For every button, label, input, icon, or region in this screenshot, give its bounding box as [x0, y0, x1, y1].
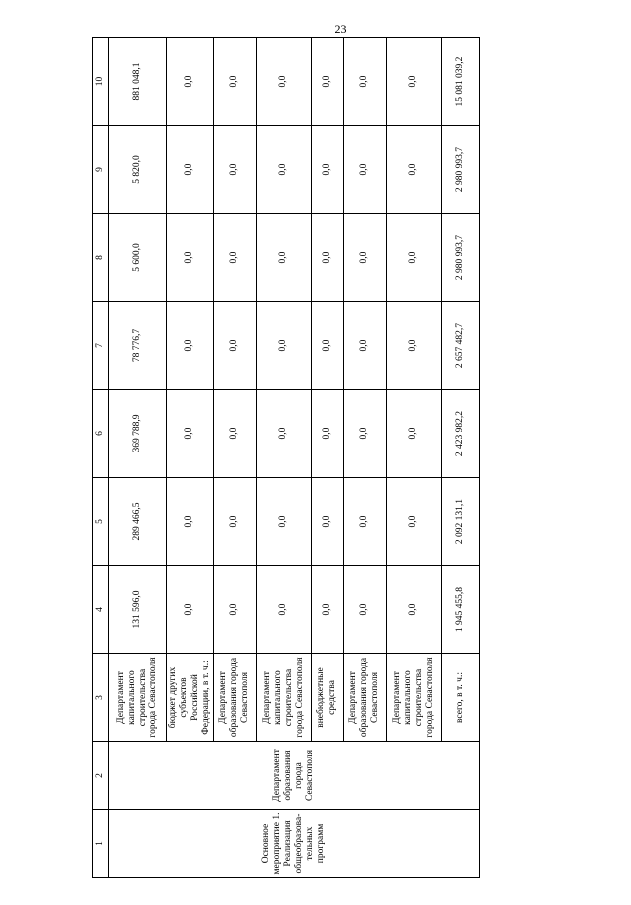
value-cell: 0,0 — [386, 302, 441, 390]
column-number: 9 — [93, 126, 109, 214]
value-cell: 0,0 — [386, 38, 441, 126]
value-cell: 0,0 — [256, 302, 311, 390]
funding-source-cell: Департамент капитального строительства города Севастополя — [386, 654, 441, 742]
value-cell: 0,0 — [311, 478, 343, 566]
total-value-cell: 2 657 482,7 — [441, 302, 479, 390]
value-cell: 78 776,7 — [109, 302, 167, 390]
value-cell: 0,0 — [167, 302, 214, 390]
value-cell: 0,0 — [343, 214, 386, 302]
budget-table-container — [92, 40, 472, 878]
column-number: 5 — [93, 478, 109, 566]
page-number: 23 — [334, 22, 347, 36]
value-cell: 0,0 — [256, 126, 311, 214]
column-number: 8 — [93, 214, 109, 302]
total-value-cell: 2 092 131,1 — [441, 478, 479, 566]
value-cell: 0,0 — [167, 390, 214, 478]
value-cell: 0,0 — [213, 38, 256, 126]
value-cell: 0,0 — [167, 38, 214, 126]
value-cell: 5 600,0 — [109, 214, 167, 302]
column-number-row — [93, 38, 109, 878]
value-cell: 0,0 — [167, 566, 214, 654]
funding-source-cell: Департамент капитального строительства города Севастополя — [109, 654, 167, 742]
value-cell: 5 820,0 — [109, 126, 167, 214]
value-cell: 0,0 — [256, 478, 311, 566]
value-cell: 369 788,9 — [109, 390, 167, 478]
total-value-cell: 15 081 039,2 — [441, 38, 479, 126]
column-number: 1 — [93, 810, 109, 878]
value-cell: 0,0 — [343, 38, 386, 126]
total-value-cell: 2 980 993,7 — [441, 214, 479, 302]
column-number: 7 — [93, 302, 109, 390]
value-cell: 0,0 — [256, 214, 311, 302]
value-cell: 0,0 — [311, 214, 343, 302]
value-cell: 131 596,0 — [109, 566, 167, 654]
funding-source-cell: всего, в т. ч.: — [441, 654, 479, 742]
value-cell: 0,0 — [167, 478, 214, 566]
value-cell: 0,0 — [386, 214, 441, 302]
value-cell: 0,0 — [213, 390, 256, 478]
total-value-cell: 2 980 993,7 — [441, 126, 479, 214]
total-value-cell: 1 945 455,8 — [441, 566, 479, 654]
responsible-executor-cell: Департамент образования города Севастополя — [109, 742, 480, 810]
value-cell: 0,0 — [167, 126, 214, 214]
total-value-cell: 2 423 982,2 — [441, 390, 479, 478]
value-cell: 0,0 — [213, 302, 256, 390]
value-cell: 0,0 — [311, 566, 343, 654]
value-cell: 289 466,5 — [109, 478, 167, 566]
table-row — [109, 38, 167, 878]
funding-source-cell: Департамент образования города Севастополя — [343, 654, 386, 742]
funding-source-cell: Департамент образования города Севастополя — [213, 654, 256, 742]
value-cell: 0,0 — [386, 478, 441, 566]
funding-source-cell: Департамент капитального строительства города Севастополя — [256, 654, 311, 742]
value-cell: 0,0 — [167, 214, 214, 302]
activity-name-cell: Основное мероприятие 1. Реализация общеобразова-тельных программ — [109, 810, 480, 878]
column-number: 3 — [93, 654, 109, 742]
funding-source-cell: внебюджетные средства — [311, 654, 343, 742]
value-cell: 0,0 — [213, 126, 256, 214]
value-cell: 0,0 — [213, 478, 256, 566]
value-cell: 0,0 — [256, 566, 311, 654]
value-cell: 0,0 — [343, 478, 386, 566]
value-cell: 0,0 — [343, 302, 386, 390]
column-number: 6 — [93, 390, 109, 478]
value-cell: 0,0 — [343, 390, 386, 478]
value-cell: 0,0 — [343, 566, 386, 654]
value-cell: 0,0 — [386, 566, 441, 654]
value-cell: 881 048,1 — [109, 38, 167, 126]
value-cell: 0,0 — [256, 390, 311, 478]
value-cell: 0,0 — [386, 390, 441, 478]
value-cell: 0,0 — [213, 214, 256, 302]
budget-table — [92, 37, 480, 878]
funding-source-cell: бюджет других субъектов Российской Федерации, в т. ч.: — [167, 654, 214, 742]
value-cell: 0,0 — [311, 302, 343, 390]
value-cell: 0,0 — [311, 126, 343, 214]
value-cell: 0,0 — [311, 390, 343, 478]
value-cell: 0,0 — [213, 566, 256, 654]
column-number: 10 — [93, 38, 109, 126]
column-number: 2 — [93, 742, 109, 810]
column-number: 4 — [93, 566, 109, 654]
value-cell: 0,0 — [256, 38, 311, 126]
value-cell: 0,0 — [311, 38, 343, 126]
value-cell: 0,0 — [386, 126, 441, 214]
value-cell: 0,0 — [343, 126, 386, 214]
